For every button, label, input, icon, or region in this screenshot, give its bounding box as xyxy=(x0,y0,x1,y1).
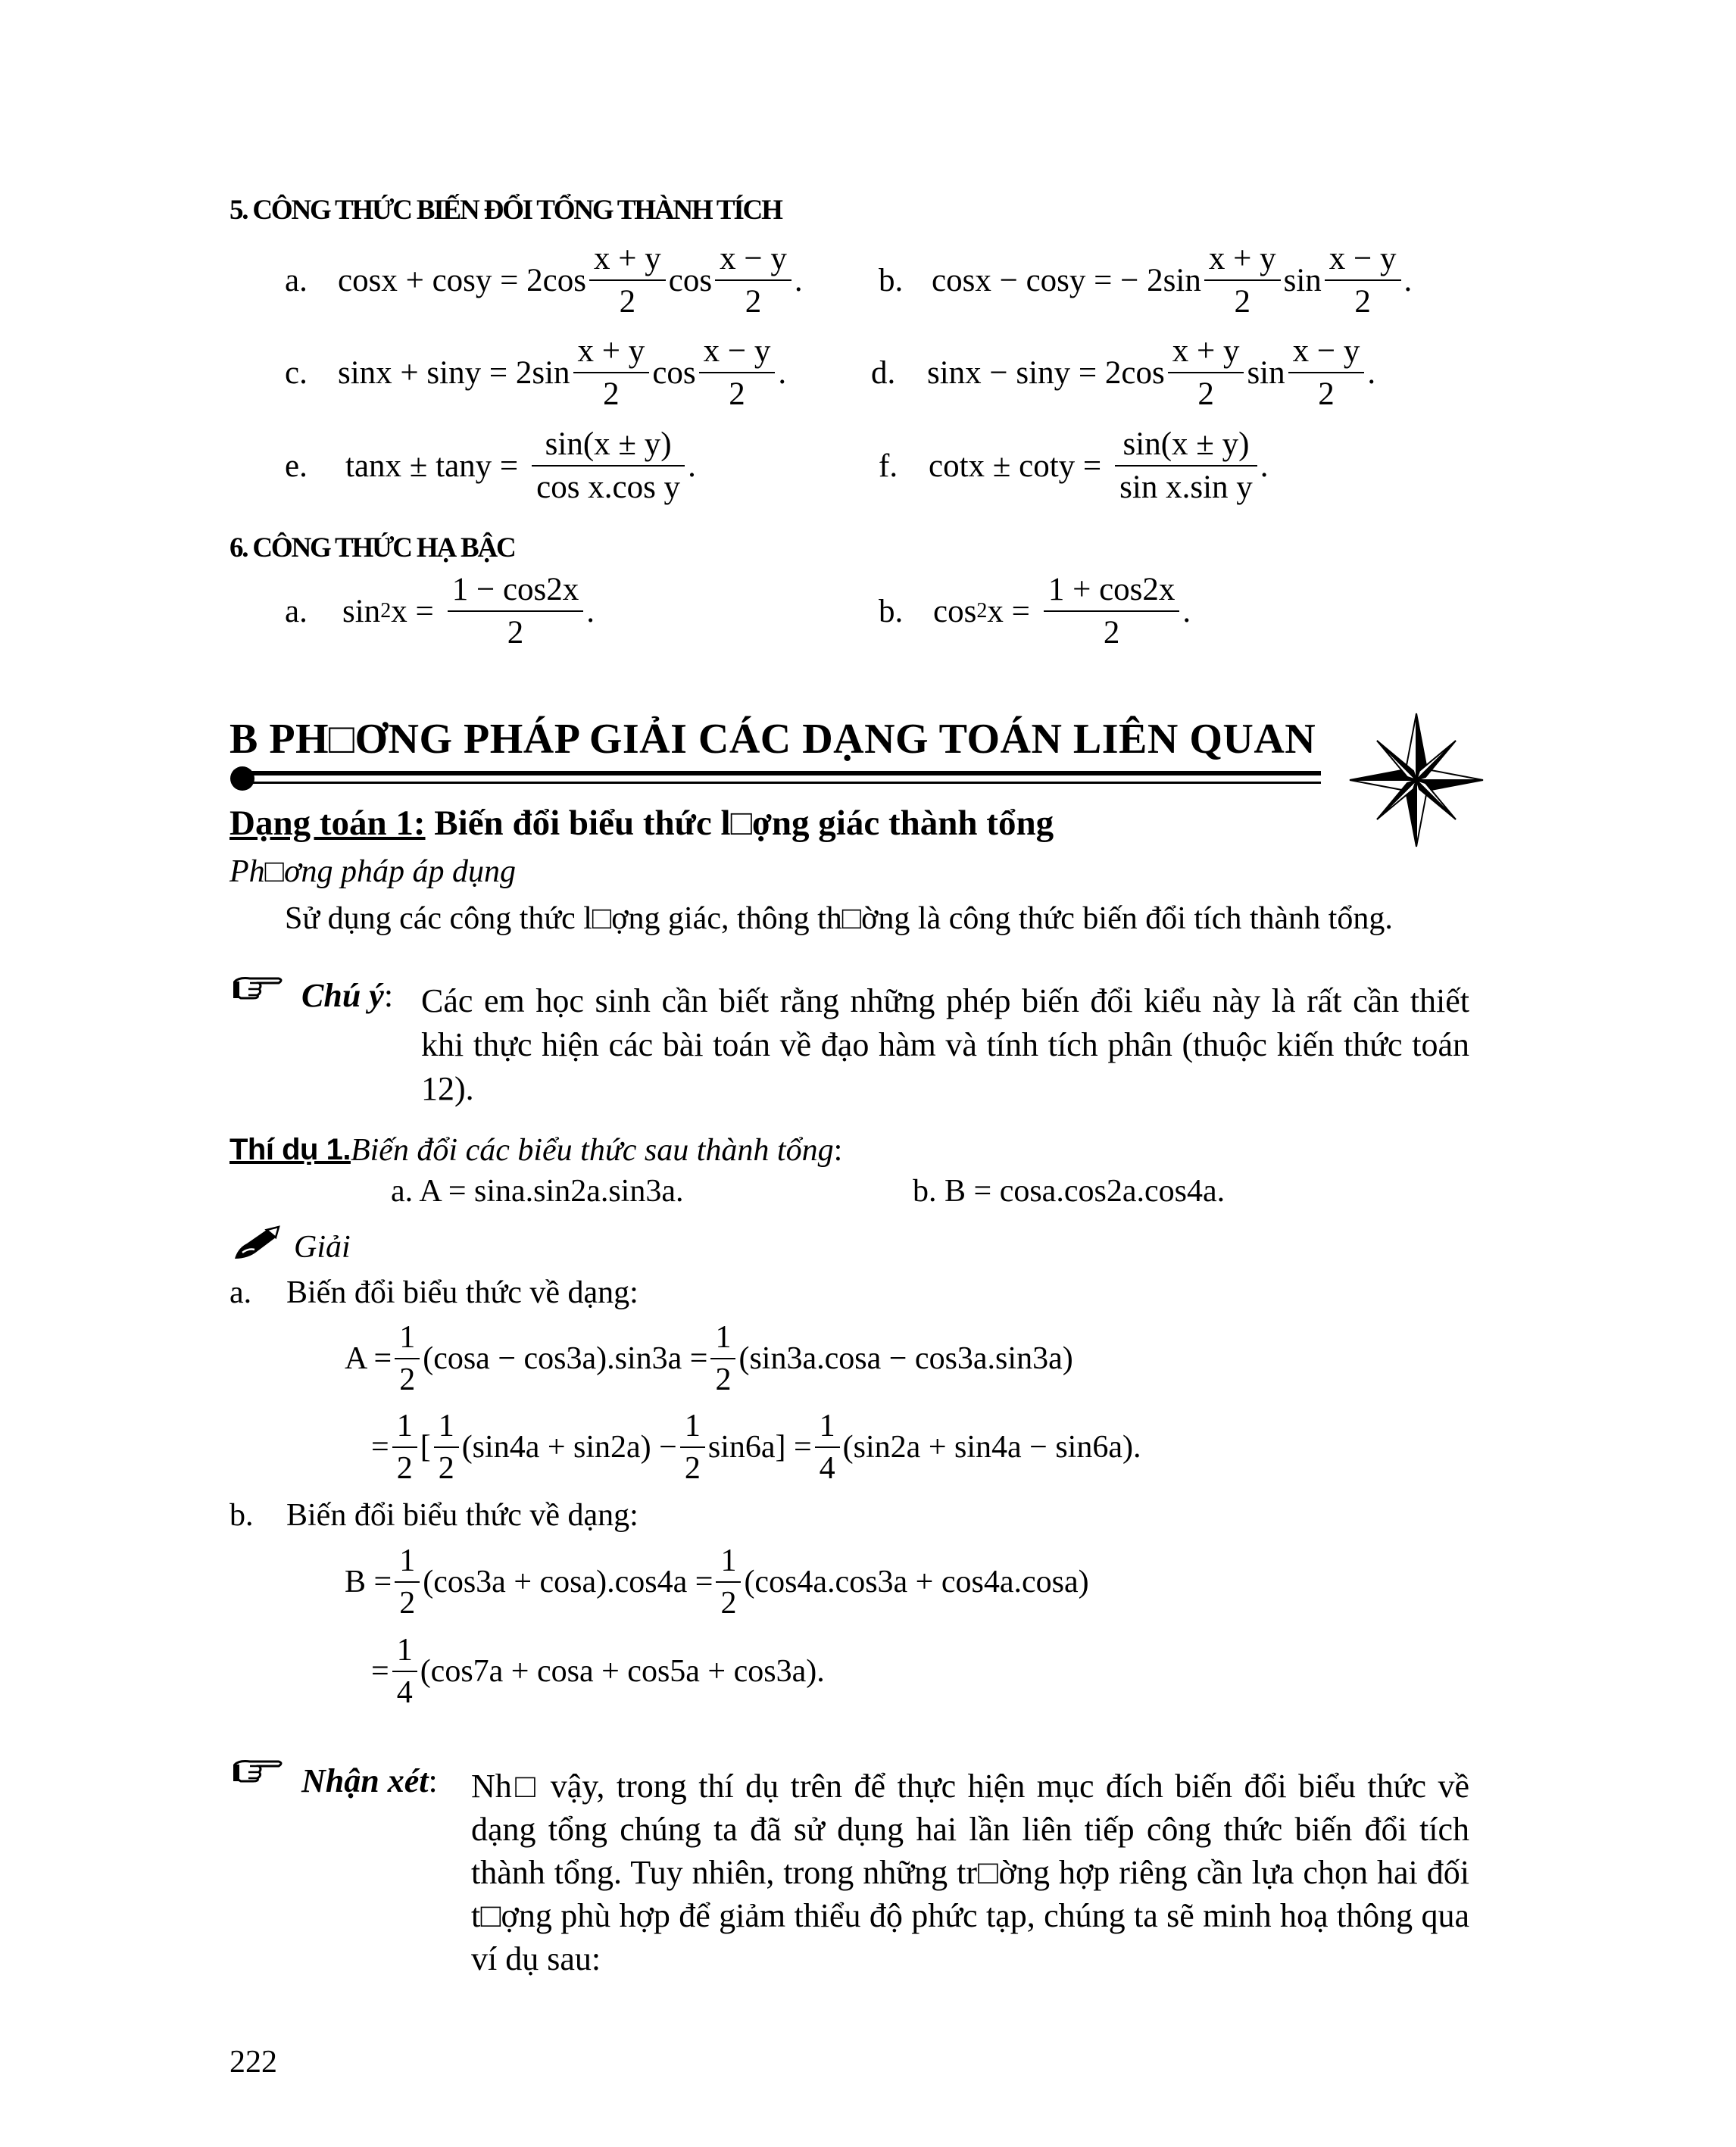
section6-heading: 6. CÔNG THỨC HẠ BẬC xyxy=(229,532,515,563)
example-prompt-colon: : xyxy=(833,1132,843,1168)
formula-lhs-post: x = xyxy=(987,593,1030,629)
fraction-numerator: x + y xyxy=(577,333,645,369)
fraction-denominator: 2 xyxy=(573,372,650,410)
fraction-numerator: 1 − cos2x xyxy=(451,572,579,607)
example-label: Thí dụ 1. xyxy=(229,1133,351,1166)
fraction-numerator: x − y xyxy=(720,241,787,276)
equation-middle: (cos3a + cosa).cos4a = xyxy=(423,1565,713,1599)
formula-mid: cos xyxy=(652,354,696,391)
solution-a-text: Biến đổi biểu thức về dạng: xyxy=(286,1275,639,1310)
formula-label: a. xyxy=(285,593,308,629)
equation-lhs: B = xyxy=(345,1565,392,1599)
pointing-hand-icon xyxy=(232,1755,285,1786)
note-label: Chú ý xyxy=(301,977,384,1014)
fraction-numerator: 1 xyxy=(399,1543,416,1578)
formula-lhs: sinx − siny = 2cos xyxy=(927,354,1165,391)
formula-end: . xyxy=(1403,262,1413,298)
fraction-numerator: 1 xyxy=(684,1409,701,1443)
formula-5e xyxy=(285,428,696,504)
fraction-denominator: 4 xyxy=(815,1446,840,1484)
fraction-numerator: sin(x ± y) xyxy=(545,426,672,462)
formula-label: b. xyxy=(879,593,904,629)
formula-5a xyxy=(285,242,803,318)
fraction-denominator: 4 xyxy=(392,1671,417,1709)
equation-end: (sin2a + sin4a − sin6a). xyxy=(842,1430,1141,1465)
formula-mid: sin xyxy=(1247,354,1285,391)
formula-label: b. xyxy=(879,262,904,298)
fraction-numerator: 1 xyxy=(399,1320,416,1355)
fraction-denominator: 2 xyxy=(589,279,666,318)
remark-text: Nh□ vậy, trong thí dụ trên để thực hiện mục đích biến đổi biểu thức về dạng tổng chúng ta đã sử dụng hai lần liên tiếp công thức biến đổi tích thành tổng. Tuy nhiên, trong những tr□ờng hợp riêng cần lựa chọn hai đối t□ợng phù hợp để giảm thiểu độ phức tạp, chúng ta sẽ minh hoạ thông qua ví dụ sau: xyxy=(471,1768,1469,1977)
fraction-numerator: 1 xyxy=(720,1543,737,1578)
fraction-numerator: x + y xyxy=(1208,241,1276,276)
formula-end: . xyxy=(1260,448,1269,484)
equation-middle: (cosa − cos3a).sin3a = xyxy=(423,1341,708,1376)
fraction-denominator: 2 xyxy=(448,610,584,649)
equation-equals: = xyxy=(371,1430,389,1465)
fraction-numerator: 1 xyxy=(819,1409,835,1443)
fraction-denominator: cos x.cos y xyxy=(532,465,685,504)
example-part-a: a. A = sina.sin2a.sin3a. xyxy=(391,1174,684,1209)
formula-label: e. xyxy=(285,448,308,484)
remark-label: Nhận xét xyxy=(301,1762,429,1799)
solution-b-text: Biến đổi biểu thức về dạng: xyxy=(286,1498,639,1533)
method-label: Ph□ơng pháp áp dụng xyxy=(229,854,516,889)
fraction-numerator: x + y xyxy=(593,241,661,276)
equation-bracket: [ xyxy=(420,1430,431,1465)
equation-a-line1 xyxy=(345,1322,1073,1396)
equation-end: (cos7a + cosa + cos5a + cos3a). xyxy=(420,1654,825,1689)
note-colon: : xyxy=(383,977,394,1014)
formula-mid: cos xyxy=(668,262,713,298)
solution-a-label: a. xyxy=(229,1275,252,1310)
fraction-denominator: 2 xyxy=(1204,279,1281,318)
fraction-denominator: 2 xyxy=(1325,279,1401,318)
formula-end: . xyxy=(688,448,696,484)
formula-lhs-pre: sin xyxy=(342,593,381,629)
formula-label: a. xyxy=(285,262,308,298)
equation-a-line2 xyxy=(371,1410,1141,1484)
pointing-hand-icon xyxy=(232,972,285,1003)
fraction-denominator: 2 xyxy=(710,1358,735,1396)
fraction-numerator: x + y xyxy=(1172,333,1240,369)
formula-mid: sin xyxy=(1283,262,1322,298)
formula-end: . xyxy=(794,262,803,298)
equation-b-line1 xyxy=(345,1545,1089,1619)
fraction-numerator: 1 + cos2x xyxy=(1048,572,1176,607)
fraction-numerator: 1 xyxy=(438,1409,454,1443)
fraction-denominator: 2 xyxy=(392,1446,417,1484)
example1-heading xyxy=(229,1133,842,1167)
example-prompt: Biến đổi các biểu thức sau thành tổng xyxy=(350,1132,834,1168)
fraction-denominator: 2 xyxy=(395,1358,420,1396)
equation-end: (cos4a.cos3a + cos4a.cosa) xyxy=(744,1565,1089,1599)
compass-star-icon xyxy=(1348,712,1485,848)
writing-hand-icon xyxy=(232,1225,282,1263)
formula-end: . xyxy=(586,593,595,629)
fraction-numerator: x − y xyxy=(1292,333,1360,369)
fraction-numerator: x − y xyxy=(703,333,771,369)
equation-middle-2: sin6a] = xyxy=(707,1430,812,1465)
fraction-numerator: 1 xyxy=(715,1320,732,1355)
fraction-denominator: 2 xyxy=(699,372,776,410)
formula-5f xyxy=(879,428,1269,504)
dang-toan-title: Biến đổi biểu thức l□ợng giác thành tổng xyxy=(425,804,1054,843)
page-number: 222 xyxy=(229,2045,277,2080)
formula-superscript: 2 xyxy=(380,599,392,623)
formula-label: f. xyxy=(879,448,898,484)
fraction-denominator: 2 xyxy=(395,1581,420,1619)
formula-label: c. xyxy=(285,354,308,391)
fraction-numerator: x − y xyxy=(1329,241,1397,276)
fraction-numerator: 1 xyxy=(396,1633,413,1668)
formula-lhs-pre: cos xyxy=(933,593,977,629)
formula-label: d. xyxy=(871,354,896,391)
fraction-denominator: 2 xyxy=(1044,610,1180,649)
equation-middle: (sin4a + sin2a) − xyxy=(461,1430,677,1465)
equation-lhs: A = xyxy=(345,1341,392,1376)
formula-end: . xyxy=(1367,354,1376,391)
formula-lhs-post: x = xyxy=(391,593,434,629)
solution-label: Giải xyxy=(294,1230,351,1265)
formula-5c xyxy=(285,335,786,410)
note-text: Các em học sinh cần biết rằng những phép biến đổi kiểu này là rất cần thiết khi thực hiện các bài toán về đạo hàm và tính tích phân (thuộc kiến thức toán 12). xyxy=(421,982,1469,1107)
formula-5d xyxy=(871,335,1375,410)
remark-label-wrap xyxy=(301,1762,438,1799)
method-text: Sử dụng các công thức l□ợng giác, thông th□ờng là công thức biến đổi tích thành tổng. xyxy=(285,901,1393,936)
fraction-denominator: 2 xyxy=(715,279,792,318)
example-part-b: b. B = cosa.cos2a.cos4a. xyxy=(913,1174,1226,1209)
formula-superscript: 2 xyxy=(976,599,988,623)
equation-equals: = xyxy=(371,1654,389,1689)
dang-toan-heading xyxy=(229,803,1054,844)
formula-end: . xyxy=(1182,593,1191,629)
formula-lhs: cotx ± coty = xyxy=(929,448,1102,484)
formula-end: . xyxy=(778,354,787,391)
fraction-denominator: 2 xyxy=(716,1581,741,1619)
equation-end: (sin3a.cosa − cos3a.sin3a) xyxy=(738,1341,1073,1376)
note-label-wrap xyxy=(301,979,393,1013)
dang-toan-label: Dạng toán 1: xyxy=(229,804,426,843)
part-b-title: B PH□ƠNG PHÁP GIẢI CÁC DẠNG TOÁN LIÊN QUAN xyxy=(229,716,1316,763)
formula-lhs: cosx + cosy = 2cos xyxy=(338,262,586,298)
formula-lhs: tanx ± tany = xyxy=(345,448,519,484)
formula-6a xyxy=(285,573,595,649)
formula-lhs: cosx − cosy = − 2sin xyxy=(932,262,1201,298)
fraction-numerator: sin(x ± y) xyxy=(1122,426,1250,462)
formula-6b xyxy=(879,573,1191,649)
title-underline-rule xyxy=(224,765,1330,795)
formula-lhs: sinx + siny = 2sin xyxy=(338,354,570,391)
remark-colon: : xyxy=(428,1762,438,1799)
formula-5b xyxy=(879,242,1412,318)
fraction-denominator: 2 xyxy=(434,1446,459,1484)
fraction-denominator: sin x.sin y xyxy=(1115,465,1257,504)
fraction-denominator: 2 xyxy=(680,1446,705,1484)
equation-b-line2 xyxy=(371,1634,825,1709)
fraction-numerator: 1 xyxy=(396,1409,413,1443)
solution-b-label: b. xyxy=(229,1498,254,1533)
fraction-denominator: 2 xyxy=(1288,372,1365,410)
fraction-denominator: 2 xyxy=(1168,372,1244,410)
section5-heading: 5. CÔNG THỨC BIẾN ĐỔI TỔNG THÀNH TÍCH xyxy=(229,195,782,226)
